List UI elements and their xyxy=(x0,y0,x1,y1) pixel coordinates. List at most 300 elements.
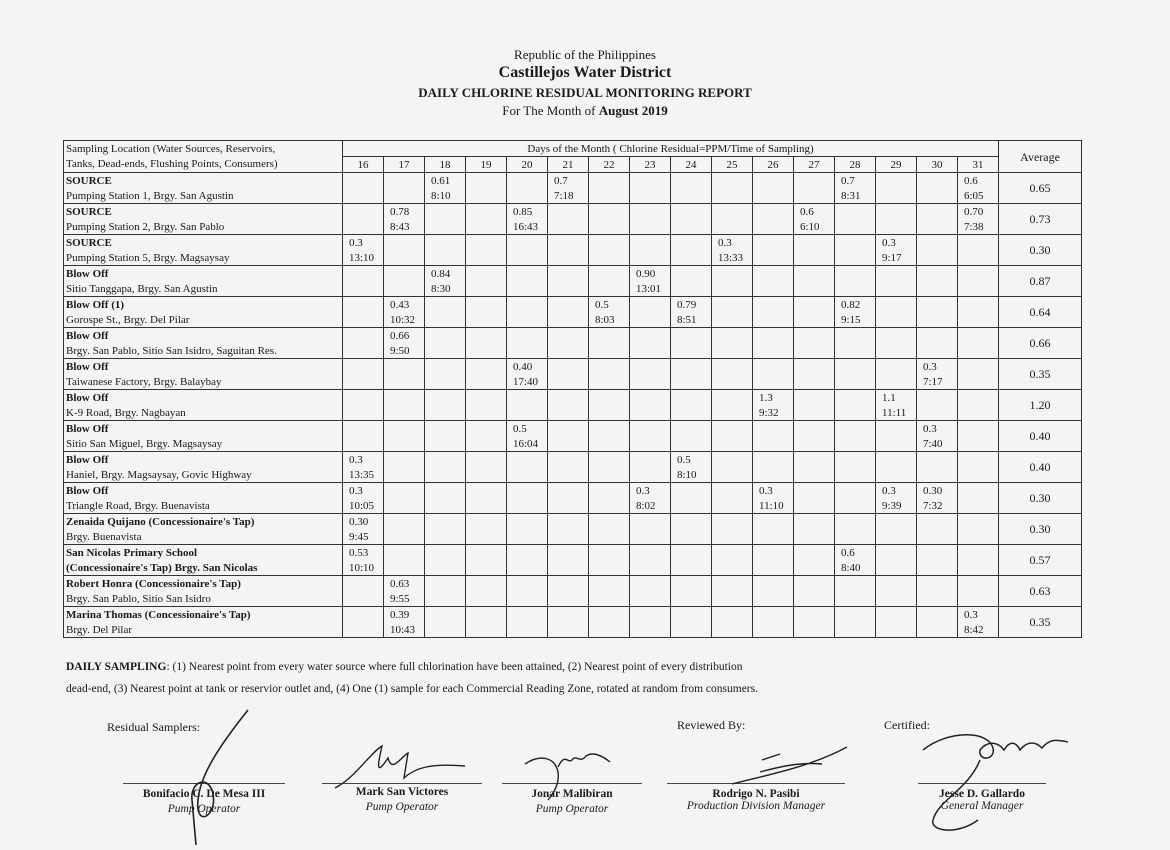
residual-value xyxy=(794,359,835,375)
sampling-time xyxy=(589,250,630,266)
day-header: 23 xyxy=(630,157,671,173)
residual-value xyxy=(466,204,507,220)
table-row xyxy=(64,235,1082,251)
samplers-label: Residual Samplers: xyxy=(107,720,200,734)
residual-value: 1.3 xyxy=(753,390,794,406)
sampling-time xyxy=(630,343,671,359)
residual-value xyxy=(589,452,630,468)
sampling-time xyxy=(671,405,712,421)
residual-value xyxy=(876,297,917,313)
sampling-time xyxy=(876,467,917,483)
sampling-time xyxy=(753,219,794,235)
table-row xyxy=(64,328,1082,344)
residual-value xyxy=(876,576,917,592)
sampling-time xyxy=(425,374,466,390)
residual-value xyxy=(835,607,876,623)
sampling-time xyxy=(589,622,630,638)
sampling-time: 13:10 xyxy=(343,250,384,266)
sampling-time xyxy=(466,343,507,359)
signature-scribble-2 xyxy=(330,738,470,798)
sampling-time: 8:30 xyxy=(425,281,466,297)
table-row-sub xyxy=(64,312,1082,328)
sampling-time xyxy=(835,281,876,297)
residual-value xyxy=(466,266,507,282)
location-subtitle: Sitio San Miguel, Brgy. Magsaysay xyxy=(64,436,343,452)
table-row-sub xyxy=(64,343,1082,359)
residual-value xyxy=(630,452,671,468)
sampling-time xyxy=(507,405,548,421)
residual-value xyxy=(753,545,794,561)
residual-value xyxy=(917,204,958,220)
residual-value xyxy=(835,235,876,251)
residual-value xyxy=(753,607,794,623)
residual-value xyxy=(589,359,630,375)
average-value: 0.35 xyxy=(999,607,1082,638)
residual-value xyxy=(712,607,753,623)
sampling-time xyxy=(384,405,425,421)
signer-name-1: Bonifacio C. De Mesa III xyxy=(142,788,266,800)
sampling-time xyxy=(466,591,507,607)
residual-value xyxy=(753,235,794,251)
residual-value xyxy=(958,297,999,313)
sampling-time: 16:04 xyxy=(507,436,548,452)
location-title: Blow Off xyxy=(64,390,343,406)
residual-value xyxy=(630,576,671,592)
residual-value xyxy=(958,328,999,344)
sampling-time: 7:18 xyxy=(548,188,589,204)
table-row xyxy=(64,421,1082,437)
sampling-time xyxy=(917,343,958,359)
sampling-time xyxy=(630,436,671,452)
residual-value xyxy=(466,514,507,530)
table-row-sub xyxy=(64,467,1082,483)
sampling-time xyxy=(343,591,384,607)
sampling-time: 11:10 xyxy=(753,498,794,514)
residual-value xyxy=(753,421,794,437)
location-title: Blow Off xyxy=(64,328,343,344)
sampling-time: 7:40 xyxy=(917,436,958,452)
signature-scribble-3 xyxy=(520,742,620,802)
sampling-time xyxy=(876,188,917,204)
sampling-time xyxy=(794,250,835,266)
sampling-time: 16:43 xyxy=(507,219,548,235)
average-value: 0.30 xyxy=(999,235,1082,266)
residual-value xyxy=(548,328,589,344)
sampling-time xyxy=(958,405,999,421)
sampling-time xyxy=(548,343,589,359)
residual-value xyxy=(589,483,630,499)
residual-value xyxy=(548,545,589,561)
residual-value xyxy=(466,390,507,406)
header-row-1 xyxy=(64,141,1082,157)
residual-value: 0.6 xyxy=(958,173,999,189)
sampling-time: 10:10 xyxy=(343,560,384,576)
sampling-time: 10:05 xyxy=(343,498,384,514)
residual-value xyxy=(794,390,835,406)
residual-value xyxy=(671,173,712,189)
signature-scribble-5 xyxy=(918,720,1078,840)
table-row xyxy=(64,297,1082,313)
sampling-time xyxy=(794,591,835,607)
residual-value xyxy=(507,576,548,592)
residual-value xyxy=(548,297,589,313)
sampling-time xyxy=(425,498,466,514)
day-header: 31 xyxy=(958,157,999,173)
residual-value xyxy=(425,452,466,468)
residual-value xyxy=(917,576,958,592)
sampling-time xyxy=(548,498,589,514)
sampling-time xyxy=(712,188,753,204)
residual-value xyxy=(589,607,630,623)
residual-value xyxy=(712,359,753,375)
residual-value xyxy=(384,421,425,437)
residual-value xyxy=(466,235,507,251)
sampling-time xyxy=(343,281,384,297)
residual-value xyxy=(589,328,630,344)
residual-value xyxy=(589,173,630,189)
residual-value xyxy=(794,576,835,592)
day-header: 28 xyxy=(835,157,876,173)
sampling-time xyxy=(589,436,630,452)
sampling-time xyxy=(917,560,958,576)
district-name: Castillejos Water District xyxy=(498,64,672,81)
residual-value xyxy=(671,576,712,592)
day-header: 25 xyxy=(712,157,753,173)
location-title: Blow Off xyxy=(64,266,343,282)
sampling-time xyxy=(876,374,917,390)
sampling-time xyxy=(425,405,466,421)
signer-title-1: Pump Operator xyxy=(167,803,241,815)
sampling-time: 9:39 xyxy=(876,498,917,514)
sampling-time xyxy=(917,250,958,266)
table-row-sub xyxy=(64,374,1082,390)
residual-value xyxy=(712,483,753,499)
sampling-time xyxy=(589,529,630,545)
sampling-time xyxy=(384,281,425,297)
sampling-time xyxy=(958,467,999,483)
residual-value xyxy=(794,173,835,189)
sampling-time: 7:38 xyxy=(958,219,999,235)
sampling-time xyxy=(466,374,507,390)
sampling-time xyxy=(958,436,999,452)
residual-value xyxy=(958,266,999,282)
sampling-time: 9:45 xyxy=(343,529,384,545)
location-subtitle: Sitio Tanggapa, Brgy. San Agustin xyxy=(64,281,343,297)
residual-value xyxy=(917,173,958,189)
sampling-time xyxy=(671,529,712,545)
table-row xyxy=(64,483,1082,499)
sampling-time xyxy=(876,529,917,545)
residual-value xyxy=(712,545,753,561)
residual-value xyxy=(917,297,958,313)
sampling-time xyxy=(589,405,630,421)
residual-value xyxy=(958,421,999,437)
residual-value xyxy=(343,576,384,592)
residual-value xyxy=(548,204,589,220)
sampling-time xyxy=(671,374,712,390)
average-value: 0.35 xyxy=(999,359,1082,390)
sampling-time xyxy=(671,250,712,266)
sampling-time xyxy=(876,312,917,328)
residual-value xyxy=(794,328,835,344)
sampling-time xyxy=(753,436,794,452)
sampling-time xyxy=(384,467,425,483)
residual-value xyxy=(384,235,425,251)
sampling-time xyxy=(630,219,671,235)
sampling-time xyxy=(794,529,835,545)
sampling-time xyxy=(794,560,835,576)
sampling-time xyxy=(507,591,548,607)
sampling-time xyxy=(343,219,384,235)
residual-value xyxy=(876,514,917,530)
sampling-time xyxy=(589,343,630,359)
residual-value xyxy=(425,359,466,375)
sampling-time xyxy=(835,374,876,390)
sampling-time xyxy=(466,405,507,421)
sampling-time xyxy=(876,622,917,638)
signer-title-5: General Manager xyxy=(940,800,1024,812)
sampling-time xyxy=(589,498,630,514)
sampling-time: 6:10 xyxy=(794,219,835,235)
sampling-time xyxy=(507,281,548,297)
sampling-time xyxy=(589,219,630,235)
residual-value xyxy=(917,266,958,282)
location-title: Blow Off xyxy=(64,483,343,499)
sampling-time xyxy=(671,560,712,576)
residual-value xyxy=(835,328,876,344)
residual-value xyxy=(343,204,384,220)
sampling-time xyxy=(753,312,794,328)
average-value: 1.20 xyxy=(999,390,1082,421)
residual-value xyxy=(507,235,548,251)
sampling-time: 6:05 xyxy=(958,188,999,204)
sampling-time xyxy=(548,560,589,576)
location-title: Robert Honra (Concessionaire's Tap) xyxy=(64,576,343,592)
sampling-time xyxy=(712,622,753,638)
republic-line: Republic of the Philippines xyxy=(514,47,656,62)
sampling-time xyxy=(712,560,753,576)
table-row-sub xyxy=(64,188,1082,204)
sampling-time xyxy=(466,498,507,514)
residual-value: 0.39 xyxy=(384,607,425,623)
table-row xyxy=(64,576,1082,592)
day-header: 18 xyxy=(425,157,466,173)
sampling-time xyxy=(958,343,999,359)
sampling-time xyxy=(630,312,671,328)
sampling-time xyxy=(876,560,917,576)
sampling-time xyxy=(425,622,466,638)
residual-value xyxy=(507,607,548,623)
location-title: Blow Off xyxy=(64,421,343,437)
residual-value xyxy=(712,328,753,344)
residual-value xyxy=(343,173,384,189)
residual-value xyxy=(712,266,753,282)
sampling-time xyxy=(958,498,999,514)
residual-value: 0.84 xyxy=(425,266,466,282)
sampling-time xyxy=(753,529,794,545)
residual-value: 0.7 xyxy=(548,173,589,189)
sampling-time xyxy=(753,591,794,607)
sampling-time xyxy=(507,188,548,204)
sampling-time xyxy=(794,405,835,421)
sampling-time xyxy=(712,467,753,483)
sampling-time xyxy=(671,498,712,514)
sampling-time xyxy=(507,467,548,483)
signer-title-4: Production Division Manager xyxy=(686,800,826,812)
location-subtitle: K-9 Road, Brgy. Nagbayan xyxy=(64,405,343,421)
residual-value xyxy=(589,421,630,437)
residual-value xyxy=(630,173,671,189)
residual-value xyxy=(466,607,507,623)
residual-value xyxy=(794,545,835,561)
sampling-time xyxy=(466,560,507,576)
report-month xyxy=(0,103,1170,119)
sampling-time xyxy=(343,188,384,204)
residual-value xyxy=(466,421,507,437)
location-title: SOURCE xyxy=(64,173,343,189)
sampling-time: 13:01 xyxy=(630,281,671,297)
sampling-time xyxy=(958,529,999,545)
sampling-time xyxy=(466,622,507,638)
reviewed-label: Reviewed By: xyxy=(677,718,746,732)
average-value: 0.40 xyxy=(999,421,1082,452)
residual-value xyxy=(876,607,917,623)
residual-value xyxy=(384,266,425,282)
sampling-time xyxy=(835,343,876,359)
sampling-time xyxy=(712,529,753,545)
residual-value xyxy=(343,297,384,313)
location-subtitle: Pumping Station 1, Brgy. San Agustin xyxy=(64,188,343,204)
residual-value xyxy=(589,576,630,592)
residual-value xyxy=(384,359,425,375)
residual-value xyxy=(794,235,835,251)
residual-value xyxy=(671,266,712,282)
average-value: 0.66 xyxy=(999,328,1082,359)
days-header: Days of the Month ( Chlorine Residual=PPM/Time of Sampling) xyxy=(343,141,999,157)
residual-value xyxy=(917,545,958,561)
sampling-time xyxy=(548,281,589,297)
table-row-sub xyxy=(64,529,1082,545)
residual-value: 0.90 xyxy=(630,266,671,282)
location-subtitle: Brgy. Buenavista xyxy=(64,529,343,545)
sampling-time xyxy=(876,343,917,359)
table-row-sub xyxy=(64,281,1082,297)
location-subtitle: Haniel, Brgy. Magsaysay, Govic Highway xyxy=(64,467,343,483)
residual-value xyxy=(958,235,999,251)
sampling-time xyxy=(917,312,958,328)
residual-value xyxy=(466,452,507,468)
sampling-time xyxy=(466,467,507,483)
month-prefix: For The Month of xyxy=(502,103,596,118)
residual-value xyxy=(917,514,958,530)
residual-value xyxy=(425,421,466,437)
residual-value xyxy=(794,266,835,282)
residual-value: 0.3 xyxy=(917,359,958,375)
sampling-time xyxy=(630,591,671,607)
residual-value xyxy=(343,266,384,282)
sampling-time xyxy=(671,219,712,235)
residual-value: 0.82 xyxy=(835,297,876,313)
average-header: Average xyxy=(999,141,1082,173)
day-header: 20 xyxy=(507,157,548,173)
location-title: SOURCE xyxy=(64,235,343,251)
residual-value xyxy=(630,204,671,220)
sampling-time xyxy=(548,405,589,421)
sampling-time xyxy=(835,219,876,235)
sampling-time: 9:15 xyxy=(835,312,876,328)
sampling-time xyxy=(917,405,958,421)
residual-value xyxy=(507,173,548,189)
residual-value: 0.5 xyxy=(589,297,630,313)
residual-value xyxy=(876,173,917,189)
sampling-note-label: DAILY SAMPLING xyxy=(66,661,167,673)
residual-value xyxy=(712,390,753,406)
sampling-time: 7:17 xyxy=(917,374,958,390)
signer-title-2: Pump Operator xyxy=(365,801,439,813)
sampling-time xyxy=(753,560,794,576)
location-subtitle: Gorospe St., Brgy. Del Pilar xyxy=(64,312,343,328)
residual-value xyxy=(384,483,425,499)
sampling-time: 13:33 xyxy=(712,250,753,266)
location-subtitle: Brgy. San Pablo, Sitio San Isidro, Saguitan Res. xyxy=(64,343,343,359)
sampling-time xyxy=(425,343,466,359)
residual-value: 0.70 xyxy=(958,204,999,220)
average-value: 0.87 xyxy=(999,266,1082,297)
sampling-time xyxy=(548,250,589,266)
sampling-time xyxy=(425,219,466,235)
residual-value xyxy=(425,204,466,220)
sampling-time xyxy=(589,281,630,297)
sampling-time xyxy=(671,343,712,359)
sampling-time: 8:42 xyxy=(958,622,999,638)
residual-value xyxy=(712,204,753,220)
sampling-time xyxy=(712,498,753,514)
residual-value xyxy=(507,452,548,468)
sampling-time xyxy=(466,529,507,545)
signer-title-3: Pump Operator xyxy=(535,803,609,815)
location-subtitle: Taiwanese Factory, Brgy. Balaybay xyxy=(64,374,343,390)
sampling-time xyxy=(343,436,384,452)
sampling-note-text1: : (1) Nearest point from every water source where full chlorination have been attained, (2) Nearest point of every distribution xyxy=(166,661,743,673)
sampling-time xyxy=(466,250,507,266)
sampling-time: 9:50 xyxy=(384,343,425,359)
residual-value xyxy=(425,607,466,623)
signer-name-2: Mark San Victores xyxy=(355,786,449,798)
residual-value xyxy=(794,607,835,623)
average-value: 0.40 xyxy=(999,452,1082,483)
residual-value: 0.3 xyxy=(876,235,917,251)
residual-value xyxy=(671,390,712,406)
residual-value xyxy=(425,235,466,251)
residual-value xyxy=(630,421,671,437)
sampling-time xyxy=(425,250,466,266)
residual-value xyxy=(917,390,958,406)
residual-value xyxy=(671,235,712,251)
residual-value xyxy=(466,483,507,499)
sampling-time xyxy=(466,436,507,452)
residual-value xyxy=(384,514,425,530)
sampling-time xyxy=(425,436,466,452)
residual-value xyxy=(753,328,794,344)
residual-value xyxy=(835,514,876,530)
residual-value xyxy=(384,545,425,561)
day-header: 16 xyxy=(343,157,384,173)
sampling-time xyxy=(876,591,917,607)
residual-value xyxy=(876,359,917,375)
residual-value xyxy=(876,452,917,468)
location-title: San Nicolas Primary School xyxy=(64,545,343,561)
residual-value xyxy=(958,576,999,592)
